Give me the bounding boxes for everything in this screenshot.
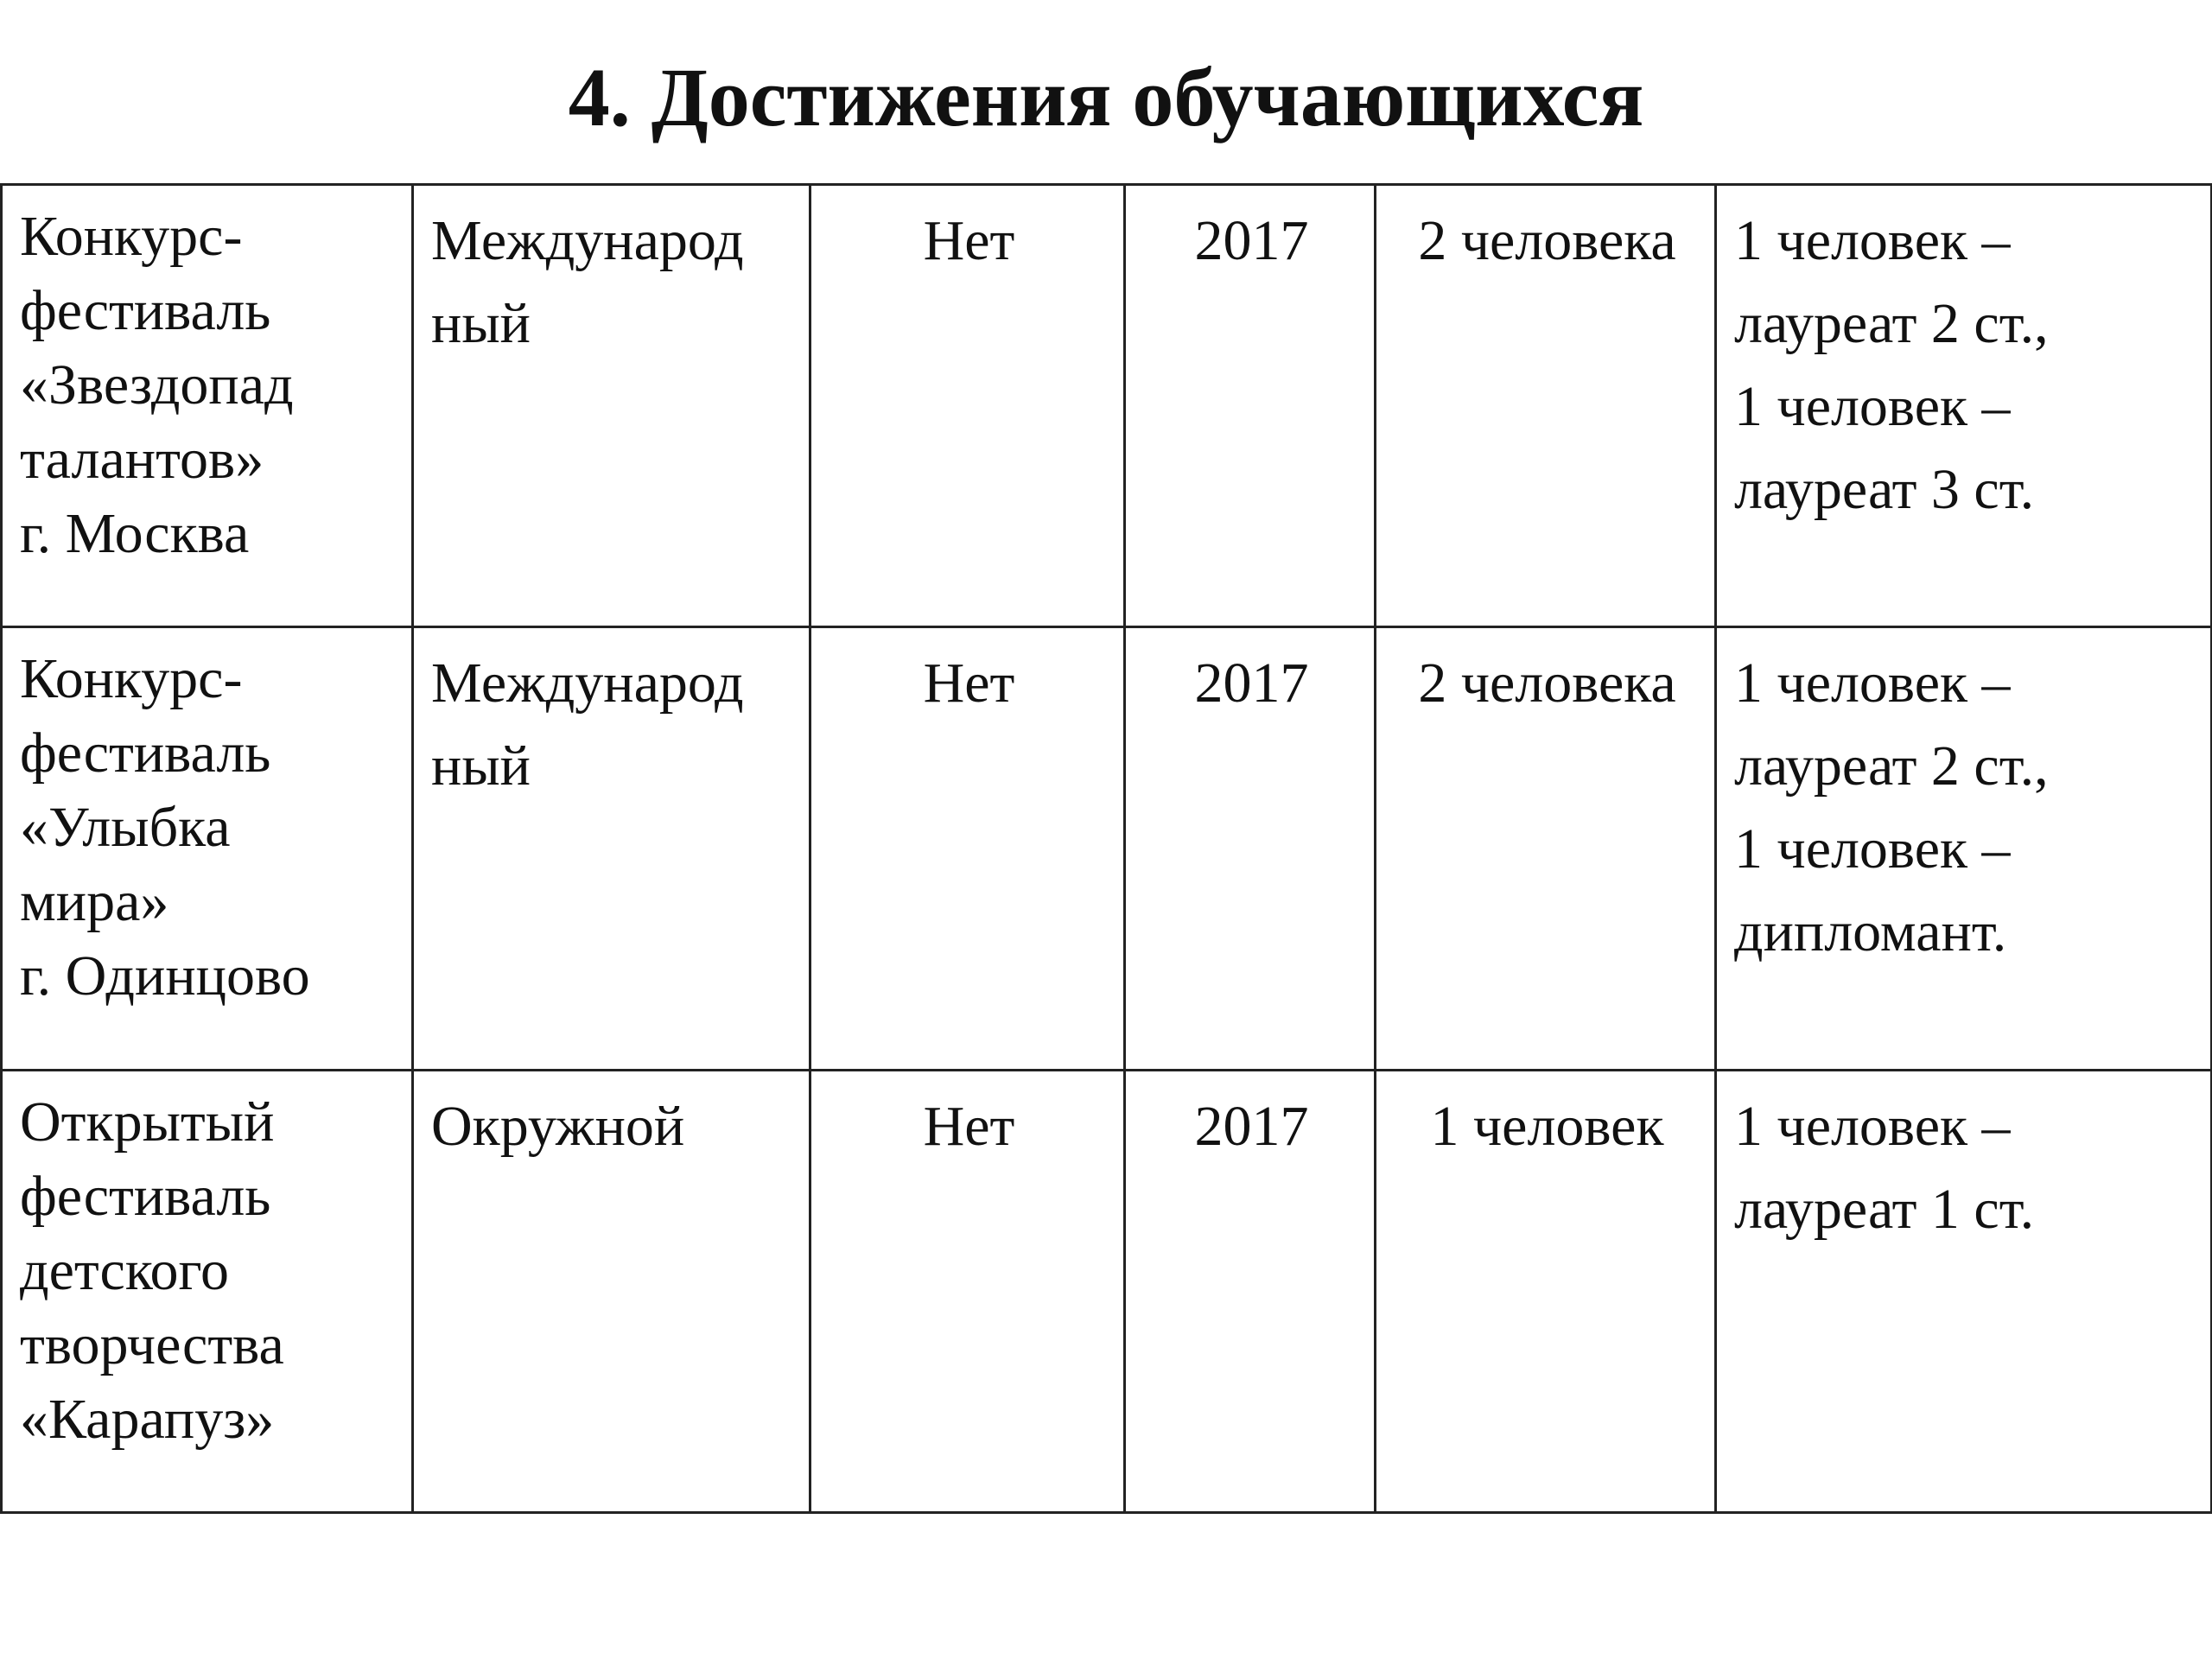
year-value: 2017 xyxy=(1194,1094,1309,1158)
participants-cell xyxy=(1376,185,1716,627)
level-line: ный xyxy=(431,734,531,798)
year-value: 2017 xyxy=(1194,652,1309,715)
participants-value: 2 человека xyxy=(1418,652,1676,715)
format-cell xyxy=(810,185,1125,627)
event-cell xyxy=(2,185,413,627)
event-line: Конкурс- xyxy=(20,205,243,268)
format-cell xyxy=(810,627,1125,1070)
level-line: Окружной xyxy=(431,1094,685,1158)
event-cell xyxy=(2,627,413,1070)
table-row xyxy=(2,1070,2212,1512)
format-value: Нет xyxy=(923,652,1015,715)
participants-cell xyxy=(1376,1070,1716,1512)
result-line: лауреат 1 ст. xyxy=(1734,1177,2035,1241)
year-cell xyxy=(1125,1070,1376,1512)
page-title: 4. Достижения обучающихся xyxy=(568,51,1644,143)
event-line: г. Москва xyxy=(20,502,250,565)
result-line: дипломант. xyxy=(1734,900,2007,964)
event-line: Открытый xyxy=(20,1090,275,1154)
event-line: талантов» xyxy=(20,428,264,491)
event-line: детского xyxy=(20,1238,229,1302)
result-cell xyxy=(1716,627,2212,1070)
event-line: мира» xyxy=(20,870,169,934)
level-cell xyxy=(413,627,810,1070)
level-cell xyxy=(413,185,810,627)
event-line: Конкурс- xyxy=(20,647,243,711)
participants-cell xyxy=(1376,627,1716,1070)
format-value: Нет xyxy=(923,1094,1015,1158)
achievements-table xyxy=(0,183,2212,1514)
format-value: Нет xyxy=(923,209,1015,272)
event-line: «Улыбка xyxy=(20,796,231,860)
result-line: лауреат 2 ст., xyxy=(1734,292,2049,355)
event-line: фестиваль xyxy=(20,279,271,342)
participants-value: 1 человек xyxy=(1430,1094,1664,1158)
year-cell xyxy=(1125,627,1376,1070)
result-cell xyxy=(1716,185,2212,627)
year-value: 2017 xyxy=(1194,209,1309,272)
level-line: Международ xyxy=(431,209,744,272)
result-line: 1 человек – xyxy=(1734,817,2011,881)
result-line: 1 человек – xyxy=(1734,1094,2011,1158)
participants-value: 2 человека xyxy=(1418,209,1676,272)
level-line: Международ xyxy=(431,652,744,715)
year-cell xyxy=(1125,185,1376,627)
level-cell xyxy=(413,1070,810,1512)
table-row xyxy=(2,185,2212,627)
level-line: ный xyxy=(431,292,531,355)
event-cell xyxy=(2,1070,413,1512)
result-line: 1 человек – xyxy=(1734,209,2011,272)
event-line: фестиваль xyxy=(20,721,271,785)
event-line: творчества xyxy=(20,1313,284,1376)
table-row xyxy=(2,627,2212,1070)
result-line: лауреат 3 ст. xyxy=(1734,458,2035,521)
event-line: «Звездопад xyxy=(20,353,294,416)
format-cell xyxy=(810,1070,1125,1512)
result-line: 1 человек – xyxy=(1734,652,2011,715)
event-line: г. Одинцово xyxy=(20,944,310,1008)
event-line: «Карапуз» xyxy=(20,1387,275,1451)
result-line: лауреат 2 ст., xyxy=(1734,734,2049,798)
result-cell xyxy=(1716,1070,2212,1512)
event-line: фестиваль xyxy=(20,1164,271,1228)
result-line: 1 человек – xyxy=(1734,375,2011,438)
